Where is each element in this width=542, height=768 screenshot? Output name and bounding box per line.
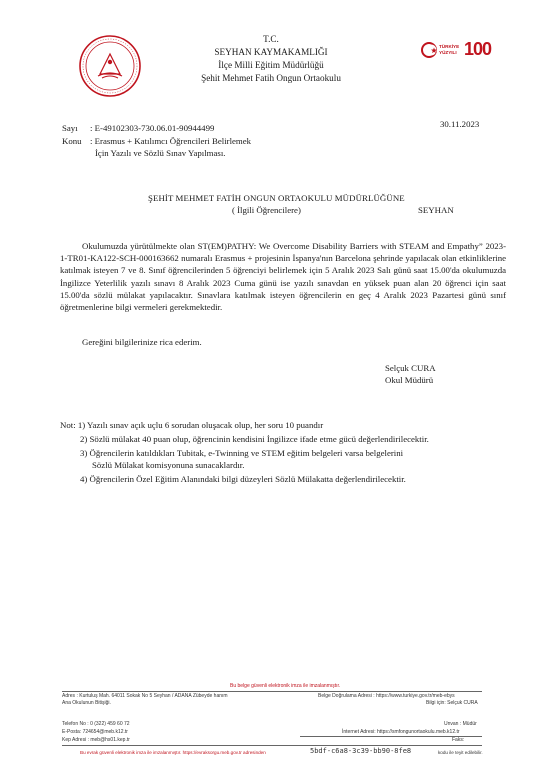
signature-name: Selçuk CURA	[385, 363, 436, 373]
header	[150, 33, 392, 85]
footer-address: Adres : Kurtuluş Mah. 64011 Sokak No 5 Seyhan / ADANA Zübeyde hanım	[62, 693, 228, 699]
header-line-tc: T.C.	[263, 34, 279, 44]
footer-divider-bottom	[62, 745, 482, 746]
footer-divider-top	[62, 691, 482, 692]
footer-verify-prefix: Bu evrak güvenli elektronik imza ile imzalanmıştır. https://evraksorgu.meb.gov.tr adresinden	[80, 750, 266, 755]
addressee-subtitle: ( İlgili Öğrencilere)	[232, 205, 301, 215]
logo-hundred-text: 100	[464, 39, 492, 59]
footer-verification-code: 5bdf-c6a8-3c39-bb90-8fe8	[310, 747, 412, 755]
addressee-title: ŞEHİT MEHMET FATİH ONGUN ORTAOKULU MÜDÜRLÜĞÜNE	[148, 193, 405, 203]
document-date: 30.11.2023	[440, 119, 480, 129]
footer-verify-text	[80, 749, 266, 756]
konu-line-1: : Erasmus + Katılımcı Öğrencileri Belirlemek	[90, 136, 252, 146]
header-line-ilce: İlçe Milli Eğitim Müdürlüğü	[218, 60, 324, 70]
konu-line-2: İçin Yazılı ve Sözlü Sınav Yapılması.	[95, 148, 226, 158]
footer-address-2: Ana Okulunun Bitişiği.	[62, 700, 111, 706]
logo-yuzyili-text: YÜZYILI	[439, 49, 457, 55]
footer-phone: Telefon No : 0 (322) 459 60 72	[62, 721, 130, 727]
addressee-place: SEYHAN	[418, 205, 454, 215]
body-paragraph-2: Gereğini bilgilerinize rica ederim.	[82, 337, 202, 347]
note-4: 4) Öğrencilerin Özel Eğitim Alanındaki bilgi düzeyleri Sözlü Mülakatta değerlendirilecektir.	[80, 474, 406, 484]
header-line-school: Şehit Mehmet Fatih Ongun Ortaokulu	[201, 73, 341, 83]
note-3-line-1: 3) Öğrencilerin katıldıkları Tubitak, e-Twinning ve STEM eğitim belgeleri varsa belgelerini	[80, 448, 404, 458]
footer-title: Unvan : Müdür	[444, 721, 477, 727]
logo-turkiye-text: TÜRKİYE	[439, 44, 460, 49]
turkiye-yuzyili-logo	[420, 36, 490, 66]
footer-fax: Faks:	[452, 737, 465, 743]
sayi-label: Sayı	[62, 123, 78, 133]
footer-email[interactable]: E-Posta: 724654@meb.k12.tr	[62, 729, 128, 735]
footer-website[interactable]: İnternet Adresi: https://smfongunortaokulu.meb.k12.tr	[342, 729, 460, 735]
meb-emblem-icon	[78, 34, 142, 98]
footer-verification-address: Belge Doğrulama Adresi : https://www.turkiye.gov.tr/meb-ebys	[318, 693, 455, 699]
konu-label: Konu	[62, 136, 82, 146]
footer-kep[interactable]: Kep Adresi : meb@hs01.kep.tr	[62, 737, 130, 743]
footer-info-contact: Bilgi için: Selçuk CURA	[426, 700, 478, 706]
signature-title: Okul Müdürü	[385, 375, 434, 385]
sayi-value: : E-49102303-730.06.01-90944499	[90, 123, 215, 133]
footer-verify-suffix: kodu ile teyit edilebilir.	[438, 750, 483, 755]
note-1: Not: 1) Yazılı sınav açık uçlu 6 sorudan oluşacak olup, her soru 10 puandır	[60, 420, 324, 430]
header-line-kaymakamlik: SEYHAN KAYMAKAMLIĞI	[214, 47, 328, 57]
note-2: 2) Sözlü mülakat 40 puan olup, öğrencinin kendisini İngilizce ifade etme gücü değerlendirilecektir.	[80, 434, 429, 444]
body-paragraph-1: Okulumuzda yürütülmekte olan ST(EM)PATHY: We Overcome Disability Barriers with STEAM and Empathy” 2023-1-TR01-KA122-SCH-000163662 numaralı Erasmus + projesinin İspanya'nın Barcelona şehrinde yapılacak olan etkinliklerine katılmak isteyen 7 ve 8. Sınıf öğrencilerinden 5 öğrenciyi belirlemek için 5 Aralık 2023 Salı günü saat 15.00'da okulumuzda İngilizce Yeterlilik yazılı sınavı 8 Aralık 2023 Cuma günü ise yazılı sınavdan en yüksek puan alan 20 öğrenci için saat 15.00'da sözlü mülakat yapılacaktır. Sınavlara katılmak isteyen öğrencilerin en geç 4 Aralık 2023 Pazartesi günü sınıf öğretmenlerine bilgi vermeleri gerekmektedir.	[60, 241, 506, 313]
footer-secure-note: Bu belge güvenli elektronik imza ile imzalanmıştır.	[230, 683, 341, 689]
note-3-line-2: Sözlü Mülakat komisyonuna sunacaklardır.	[92, 460, 245, 470]
